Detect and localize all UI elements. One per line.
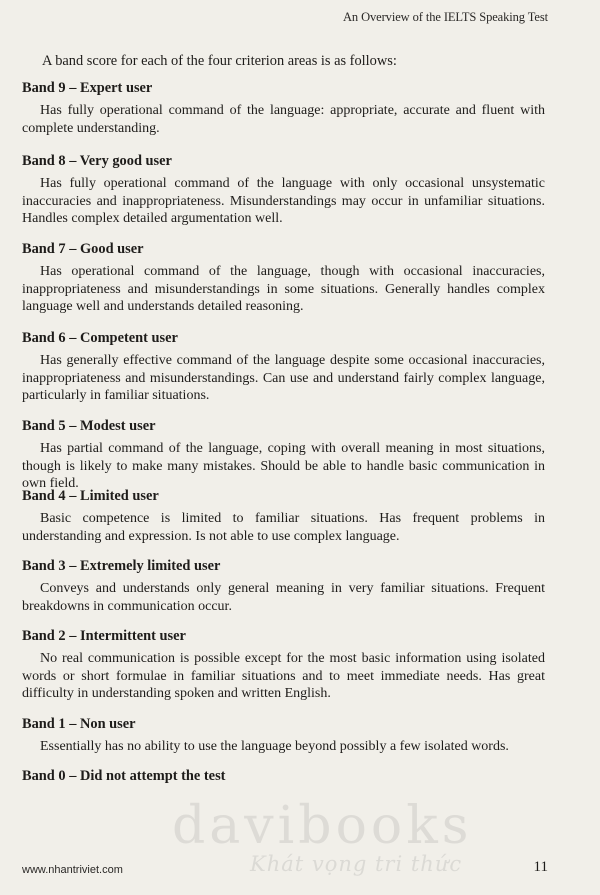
band-7-section	[22, 240, 545, 316]
band-3-section	[22, 557, 545, 615]
running-head-title: An Overview of the IELTS Speaking Test	[342, 10, 548, 24]
band-heading: Band 3 – Extremely limited user	[22, 558, 221, 574]
band-heading: Band 1 – Non user	[22, 716, 136, 732]
band-heading: Band 8 – Very good user	[22, 153, 172, 169]
band-9-section	[22, 79, 545, 137]
band-8-section	[22, 152, 545, 228]
band-description: No real communication is possible except for the most basic information using isolated words or short formulae in familiar situations and to meet immediate needs. Has great difficulty in understanding spoken and written English.	[22, 651, 545, 701]
band-5-section	[22, 417, 545, 493]
band-description: Has partial command of the language, coping with overall meaning in most situations, though is likely to make many mistakes. Should be able to handle basic communication in own field.	[22, 441, 545, 491]
band-description: Basic competence is limited to familiar situations. Has frequent problems in understanding and expression. Is not able to use complex language.	[22, 511, 545, 544]
band-heading: Band 0 – Did not attempt the test	[22, 768, 226, 784]
page-number: 11	[533, 859, 548, 875]
band-description: Essentially has no ability to use the language beyond possibly a few isolated words.	[40, 739, 509, 754]
footer-url: www.nhantriviet.com	[22, 864, 123, 876]
band-description: Has fully operational command of the language: appropriate, accurate and fluent with complete understanding.	[22, 103, 545, 136]
band-description: Has generally effective command of the language despite some occasional inaccuracies, inappropriateness and misunderstandings. Can use and understand fairly complex language, particularly in familiar situations.	[22, 353, 545, 403]
band-heading: Band 6 – Competent user	[22, 330, 178, 346]
band-heading: Band 7 – Good user	[22, 241, 144, 257]
band-description: Has operational command of the language, though with occasional inaccuracies, inappropriateness and misunderstandings in some situations. Generally handles complex language well and understands detailed reasoning.	[22, 264, 545, 314]
intro-text: A band score for each of the four criterion areas is as follows:	[42, 53, 397, 69]
band-heading: Band 5 – Modest user	[22, 418, 156, 434]
band-0-section	[22, 767, 545, 790]
band-2-section	[22, 627, 545, 703]
watermark-brand: davibooks	[172, 796, 473, 856]
band-heading: Band 2 – Intermittent user	[22, 628, 186, 644]
band-description: Conveys and understands only general meaning in very familiar situations. Frequent breakdowns in communication occur.	[22, 581, 545, 614]
band-heading: Band 9 – Expert user	[22, 80, 153, 96]
watermark-tagline: Khát vọng tri thức	[250, 852, 463, 876]
band-description: Has fully operational command of the language with only occasional unsystematic inaccuracies and inappropriateness. Misunderstandings may occur in unfamiliar situations. Handles complex detailed argumentation well.	[22, 176, 545, 226]
band-6-section	[22, 329, 545, 405]
band-4-section	[22, 487, 545, 545]
band-heading: Band 4 – Limited user	[22, 488, 159, 504]
band-1-section	[22, 715, 545, 756]
